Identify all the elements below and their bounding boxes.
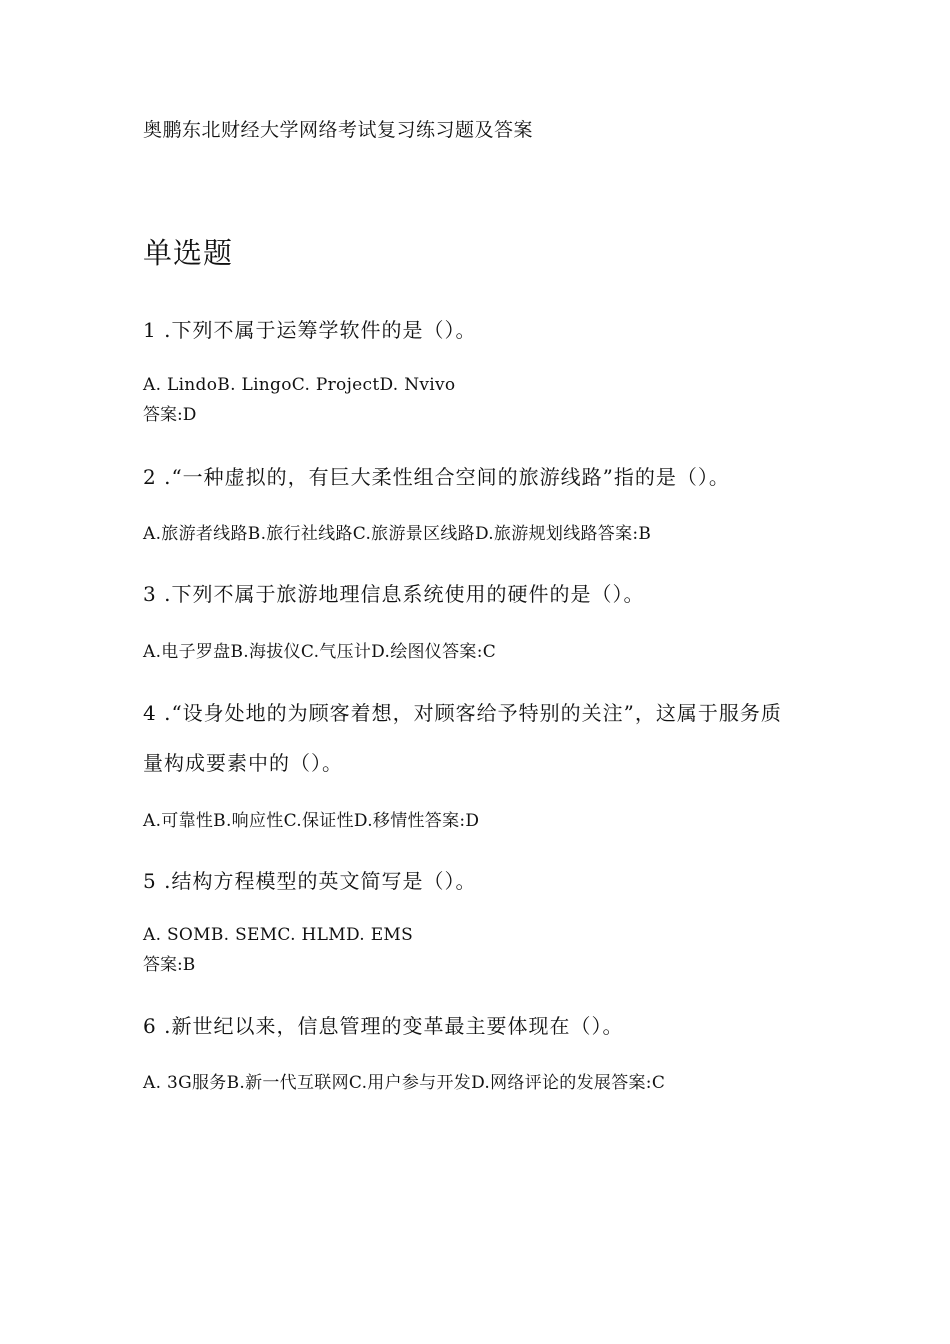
question-2-options: A.旅游者线路B.旅行社线路C.旅游景区线路D.旅游规划线路答案:B [143, 524, 652, 544]
question-3-text: 3 .下列不属于旅游地理信息系统使用的硬件的是（）。 [143, 582, 645, 606]
section-title: 单选题 [143, 236, 234, 270]
question-4-text-line-2: 量构成要素中的（）。 [143, 751, 343, 775]
question-5-text: 5 .结构方程模型的英文简写是（）。 [143, 869, 477, 893]
question-4-text-line-1: 4 .“设身处地的为顾客着想，对顾客给予特别的关注”，这属于服务质 [143, 701, 782, 725]
question-1-answer: 答案:D [143, 405, 197, 425]
question-1-options: A. LindoB. LingoC. ProjectD. Nvivo [143, 375, 456, 395]
question-4-options: A.可靠性B.响应性C.保证性D.移情性答案:D [143, 811, 480, 831]
question-1-text: 1 .下列不属于运筹学软件的是（）。 [143, 318, 477, 342]
question-6-text: 6 .新世纪以来，信息管理的变革最主要体现在（）。 [143, 1014, 624, 1038]
question-2-text: 2 .“一种虚拟的，有巨大柔性组合空间的旅游线路”指的是（）。 [143, 465, 730, 489]
question-3-options: A.电子罗盘B.海拔仪C.气压计D.绘图仪答案:C [143, 642, 497, 662]
question-5-options: A. SOMB. SEMC. HLMD. EMS [143, 925, 414, 945]
question-6-options: A. 3G服务B.新一代互联网C.用户参与开发D.网络评论的发展答案:C [143, 1073, 666, 1093]
document-title: 奥鹏东北财经大学网络考试复习练习题及答案 [143, 119, 534, 141]
question-5-answer: 答案:B [143, 955, 196, 975]
